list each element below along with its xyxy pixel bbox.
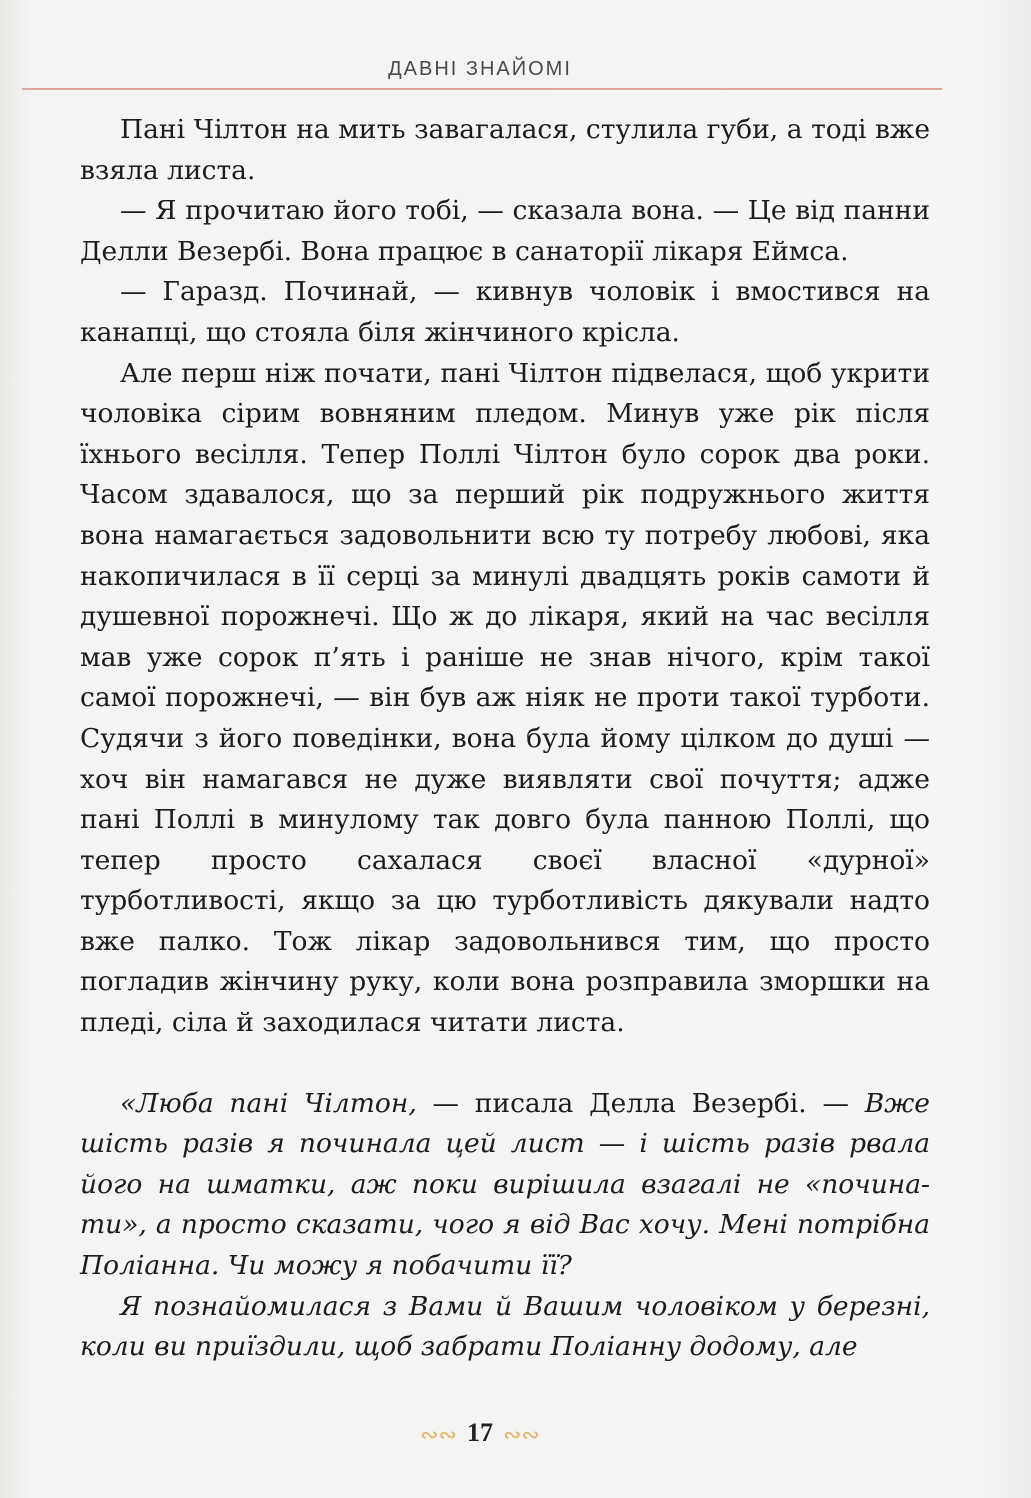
letter-paragraph: Я познайомилася з Вами й Вашим чоловіком у березні, коли ви приїздили, щоб забрати Поліанну додому, але [80,1290,930,1363]
body-text [80,110,930,1368]
paragraph: Пані Чілтон на мить завагалася, стулила губи, а тоді вже взяла листа. [80,114,930,186]
page-footer [0,1418,960,1448]
header-rule [22,88,942,90]
letter-attribution: — писала Делла Везербі. — [432,1087,865,1119]
letter-text: Вже шість разів я починала цей лист — і шість разів рвала його на шматки, аж поки вирішила взагалі не «починати», а просто сказати, чого я від Вас хочу. Мені потрібна Поліанна. Чи можу я побачити її? [80,1087,930,1282]
letter-salutation: «Люба пані Чілтон, [120,1087,433,1119]
paragraph: — Гаразд. Починай, — кивнув чоловік і вмостився на канапці, що стояла біля жінчиного крісла. [80,276,930,348]
letter-paragraph [80,1084,930,1287]
running-head: ДАВНІ ЗНАЙОМІ [388,58,572,80]
page-number: 17 [467,1418,493,1447]
paragraph: — Я прочитаю його тобі, — сказала вона. — Це від панни Делли Везербі. Вона працює в санаторії лікаря Еймса. [80,195,930,267]
ornament-left-icon: ∾∾ [420,1422,457,1448]
paragraph: Але перш ніж почати, пані Чілтон підвелася, щоб укрити чоловіка сірим вовняним пледом. Минув уже рік після їхнього весілля. Тепер Поллі Чілтон було сорок два роки. Часом здавалося, що за перший рік подружнього життя вона намагається задовольнити всю ту потребу любові, яка накопичилася в її серці за минулі двадцять років самоти й душевної порожнечі. Що ж до лікаря, який на час весілля мав уже сорок п’ять і раніше не знав нічого, крім такої самої порожнечі, — він був аж ніяк не проти такої турботи. Судячи з його поведінки, вона була йому цілком до душі — хоч він намагався не дуже виявляти свої почуття; адже пані Поллі в минулому так довго була панною Поллі, що тепер просто сахалася своєї власної «дурної» турботливості, якщо за цю турботливість дякували надто вже палко. Тож лікар задовольнився тим, що просто погладив жінчину руку, коли вона розправила зморшки на пледі, сіла й заходилася читати листа. [80,357,930,1039]
ornament-right-icon: ∾∾ [503,1422,540,1448]
